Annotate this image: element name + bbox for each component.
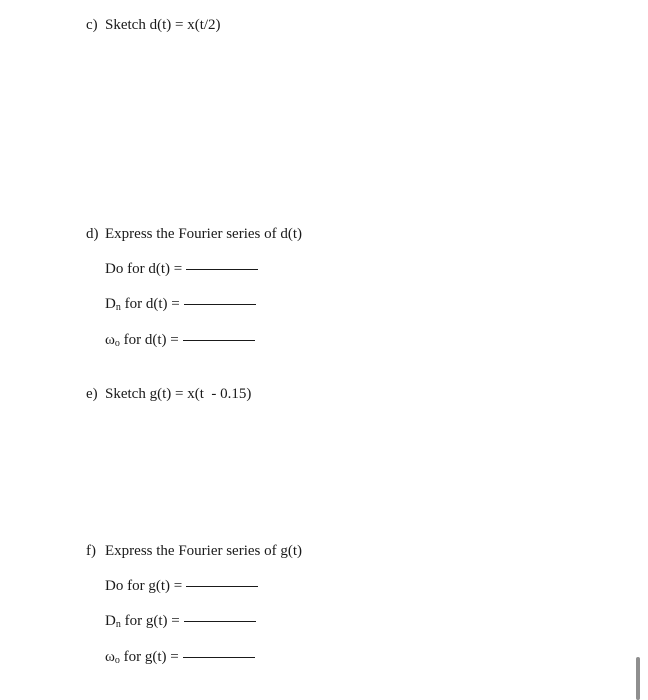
question-e-text: Sketch g(t) = x(t - 0.15) [105, 386, 252, 402]
d-dn-answer-line [105, 296, 256, 313]
question-c-heading [86, 17, 221, 34]
d-dn-symbol: D [105, 296, 116, 312]
question-f-text: Express the Fourier series of g(t) [105, 543, 303, 559]
d-w-blank[interactable] [183, 339, 255, 341]
d-dn-suffix: for d(t) = [120, 296, 180, 312]
d-w-subscript: o [114, 338, 120, 349]
question-c-letter: c) [86, 17, 98, 33]
d-do-blank[interactable] [186, 268, 258, 270]
question-f-heading [86, 543, 302, 560]
f-w-subscript: o [114, 655, 120, 666]
f-w-blank[interactable] [183, 656, 255, 658]
f-dn-suffix: for g(t) = [120, 613, 180, 629]
f-do-blank[interactable] [186, 585, 258, 587]
question-c-text: Sketch d(t) = x(t/2) [105, 17, 221, 33]
d-dn-subscript: n [115, 302, 121, 313]
f-w-label [105, 649, 179, 666]
question-e-heading [86, 386, 251, 403]
d-w-answer-line [105, 332, 255, 349]
d-w-symbol: ω [105, 332, 115, 348]
f-w-symbol: ω [105, 649, 115, 665]
f-dn-label [105, 613, 180, 630]
d-do-answer-line [105, 261, 258, 278]
question-d-heading [86, 226, 302, 243]
f-do-label: Do for g(t) = [105, 578, 183, 594]
f-do-answer-line [105, 578, 258, 595]
question-d-text: Express the Fourier series of d(t) [105, 226, 303, 242]
f-dn-answer-line [105, 613, 256, 630]
f-dn-subscript: n [115, 619, 121, 630]
f-dn-symbol: D [105, 613, 116, 629]
f-dn-blank[interactable] [184, 620, 256, 622]
question-d-letter: d) [86, 226, 99, 242]
d-dn-label [105, 296, 180, 313]
question-f-letter: f) [86, 543, 96, 559]
d-do-label: Do for d(t) = [105, 261, 183, 277]
vertical-scrollbar[interactable] [636, 657, 640, 700]
d-dn-blank[interactable] [184, 303, 256, 305]
question-e-letter: e) [86, 386, 98, 402]
f-w-answer-line [105, 649, 255, 666]
f-w-suffix: for g(t) = [119, 649, 179, 665]
d-w-suffix: for d(t) = [119, 332, 179, 348]
d-w-label [105, 332, 179, 349]
